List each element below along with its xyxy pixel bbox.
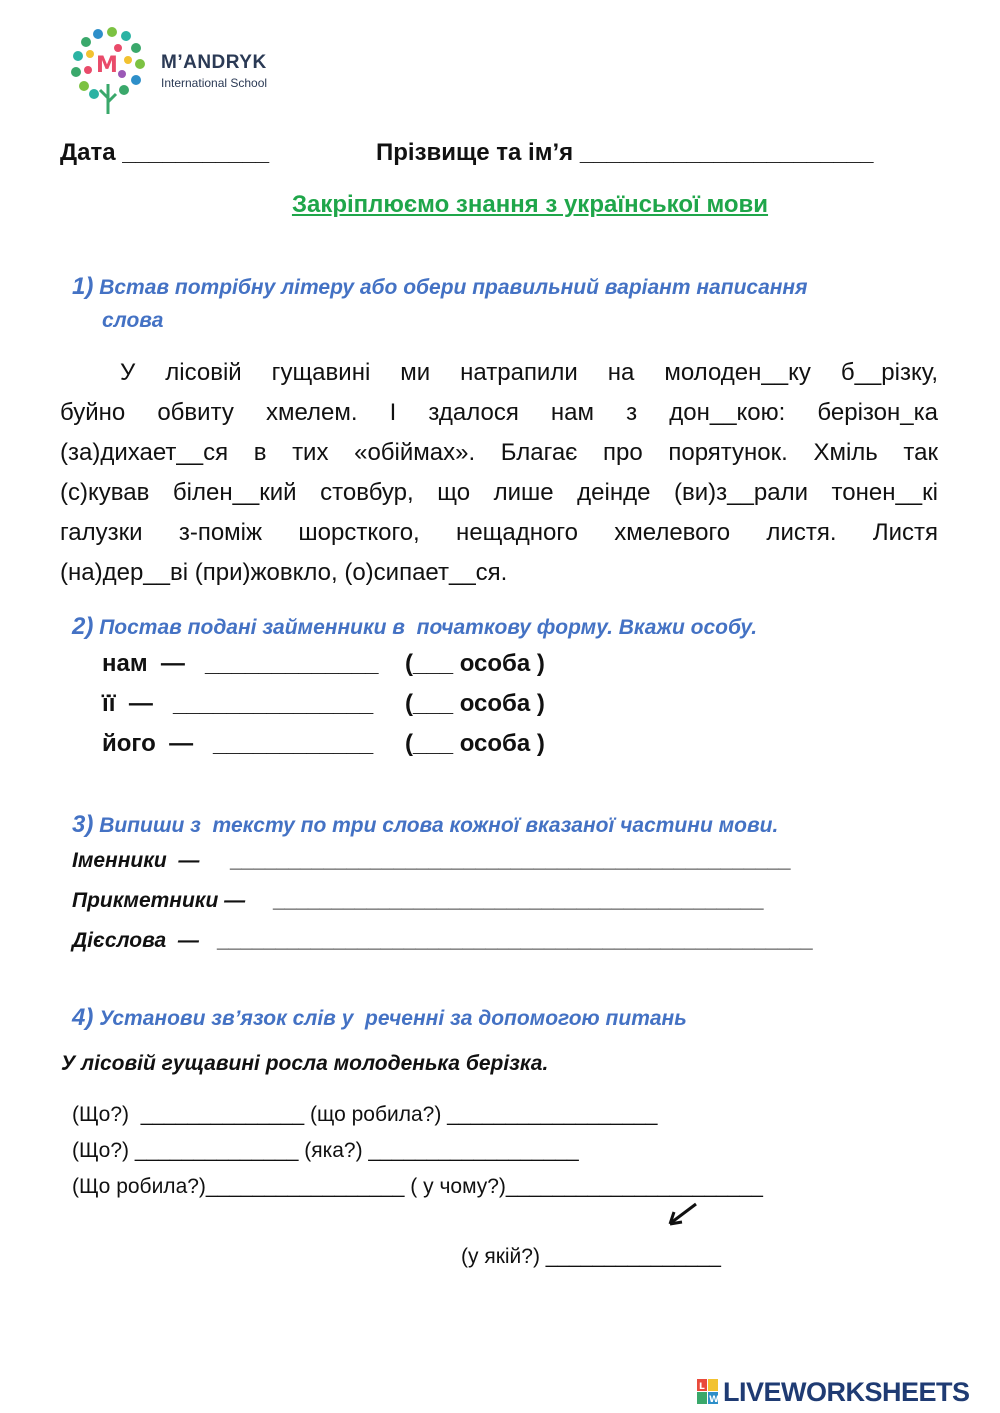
school-logo-tree-icon	[66, 24, 150, 116]
svg-text:M: M	[96, 53, 118, 78]
task4-instruction-text: Установи зв’язок слів у реченні за допомогою питань	[99, 1007, 687, 1030]
adjectives-label: Прикметники —	[72, 889, 246, 912]
task2-number: 2)	[72, 613, 94, 640]
task1-text-line[interactable]: У лісовій гущавині ми натрапили на молоден__ку б__різку,	[120, 359, 938, 386]
task2-instruction	[72, 613, 757, 641]
nouns-answer-line[interactable]: ________________________________________________	[231, 849, 792, 872]
question-row[interactable]: (Що?) ______________ (яка?) __________________	[72, 1139, 579, 1162]
pronoun-word: його —	[102, 730, 194, 757]
task1-text	[60, 353, 938, 593]
badge-letter-l: L	[699, 1382, 705, 1392]
verbs-label: Дієслова —	[72, 929, 199, 952]
task1-text-line[interactable]: (за)дихает__ся в тих «обіймах». Благає про порятунок. Хміль так	[60, 439, 938, 466]
arrow-down-left-icon	[666, 1200, 700, 1228]
task1-text-line[interactable]: буйно обвиту хмелем. І здалося нам з дон__кою: берізон_ка	[60, 399, 938, 426]
question-row[interactable]: (Що?) ______________ (що робила?) __________________	[72, 1103, 658, 1126]
pronoun-person-blank[interactable]: (___ особа )	[405, 650, 545, 677]
badge-letter-w: W	[709, 1395, 719, 1405]
question-row[interactable]: (Що робила?)_________________ ( у чому?)______________________	[72, 1175, 763, 1198]
school-subtitle: International School	[161, 76, 268, 90]
task1-text-line[interactable]: (с)кував білен__кий стовбур, що лише деінде (ви)з__рали тонен__кі	[60, 479, 938, 506]
task1-instruction-line2: слова	[102, 309, 164, 332]
task1-text-line[interactable]: галузки з-поміж шорсткого, нещадного хмелевого листя. Листя	[60, 519, 938, 546]
task4-sentence: У лісовій гущавині росла молоденька берізка.	[61, 1052, 549, 1075]
date-field[interactable]: Дата ___________	[60, 139, 270, 166]
task4-instruction	[72, 1004, 687, 1032]
task2-instruction-text: Постав подані займенники в початкову форму. Вкажи особу.	[99, 616, 758, 639]
pronoun-person-blank[interactable]: (___ особа )	[405, 690, 545, 717]
pronoun-word: її —	[102, 690, 153, 717]
pronoun-answer-blank[interactable]: _______________	[173, 690, 374, 717]
task3-instruction-text: Випиши з тексту по три слова кожної вказаної частини мови.	[99, 814, 779, 837]
task1-number: 1)	[72, 273, 94, 300]
task3-number: 3)	[72, 811, 94, 838]
question-row-extra[interactable]: (у якій?) _______________	[461, 1245, 721, 1268]
pronoun-person-blank[interactable]: (___ особа )	[405, 730, 545, 757]
task4-number: 4)	[72, 1004, 94, 1031]
pronoun-word: нам —	[102, 650, 185, 677]
page-title: Закріплюємо знання з української мови	[291, 191, 769, 218]
school-name: M’ANDRYK	[161, 52, 267, 73]
verbs-answer-line[interactable]: ___________________________________________________	[218, 929, 814, 952]
name-field[interactable]: Прізвище та ім’я ______________________	[376, 139, 874, 166]
liveworksheets-badge-icon	[697, 1379, 719, 1405]
pronoun-answer-blank[interactable]: ____________	[213, 730, 374, 757]
task1-text-line[interactable]: (на)дер__ві (при)жовкло, (о)сипает__ся.	[60, 559, 508, 586]
adjectives-answer-line[interactable]: __________________________________________	[274, 889, 765, 912]
task3-instruction	[72, 811, 778, 839]
pronoun-answer-blank[interactable]: _____________	[205, 650, 379, 677]
nouns-label: Іменники —	[72, 849, 200, 872]
task1-instruction-line1: Встав потрібну літеру або обери правильний варіант написання	[99, 276, 808, 299]
liveworksheets-brand: LIVEWORKSHEETS	[723, 1377, 970, 1407]
task1-instruction	[72, 273, 808, 301]
